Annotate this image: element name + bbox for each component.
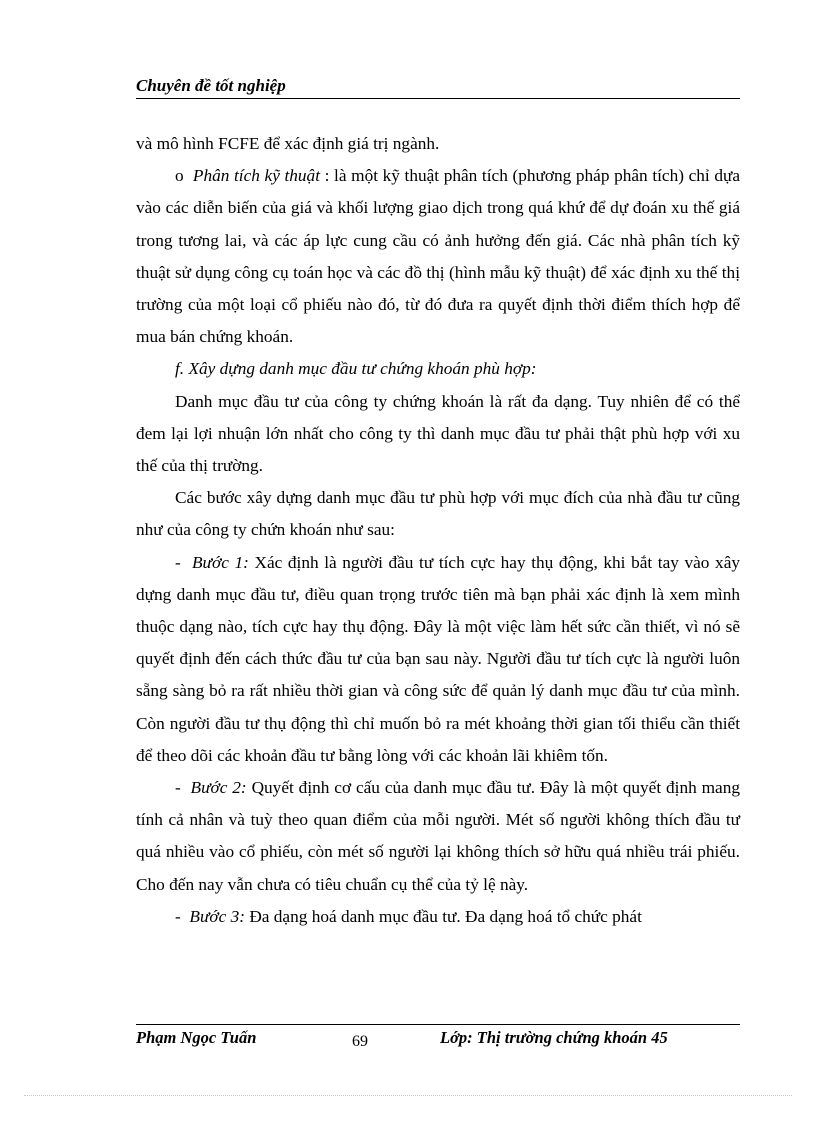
footer-rule [136, 1024, 740, 1025]
step-3 [136, 901, 740, 933]
paragraph-technical-analysis [136, 160, 740, 353]
step-1-dash: - [175, 552, 181, 572]
bullet-marker: o [175, 166, 184, 186]
step-3-dash: - [175, 906, 181, 926]
page-number: 69 [352, 1033, 368, 1050]
step-2-label: Bước 2: [190, 778, 247, 798]
footer-author: Phạm Ngọc Tuấn [136, 1028, 257, 1047]
paragraph-portfolio-diversity: Danh mục đầu tư của công ty chứng khoán là rất đa dạng. Tuy nhiên để có thể đem lại lợi nhuận lớn nhất cho công ty thì danh mục đầu tư phải thật phù hợp với xu thế của thị trường. [136, 391, 740, 476]
header-title: Chuyên đề tốt nghiệp [136, 76, 286, 95]
page-edge-divider [24, 1095, 792, 1096]
step-1-label: Bước 1: [191, 552, 249, 572]
step-1-text: Xác định là người đầu tư tích cực hay thụ động, khi bắt tay vào xây dựng danh mục đầu tư, điều quan trọng trước tiên mà bạn phải xác định là xem mình thuộc dạng nào, tích cực hay thụ động. Đây là một việc làm hết sức cần thiết, vì nó sẽ quyết định đến cách thức đầu tư của bạn sau này. Người đầu tư tích cực là người luôn sẵng sàng bỏ ra rất nhiều thời gian và công sức để quản lý danh mục đầu tư của mình. Còn người đầu tư thụ động thì chỉ muốn bỏ ra mét khoảng thời gian tối thiểu cần thiết để theo dõi các khoản đầu tư bằng lòng với các khoản lãi khiêm tốn. [136, 552, 741, 765]
term-technical-analysis: Phân tích kỹ thuật [192, 166, 321, 186]
paragraph-fcfe: và mô hình FCFE để xác định giá trị ngành. [136, 134, 440, 153]
document-body [136, 128, 740, 933]
step-2-dash: - [175, 778, 181, 798]
paragraph-steps-intro: Các bước xây dựng danh mục đầu tư phù hợp với mục đích của nhà đầu tư cũng như của công ty chứn khoán như sau: [136, 488, 740, 540]
step-2 [136, 772, 740, 901]
footer-class-label: Lớp: Thị trường chứng khoán 45 [440, 1028, 668, 1047]
header-rule [136, 98, 740, 99]
technical-analysis-text: : là một kỹ thuật phân tích (phương pháp phân tích) chỉ dựa vào các diễn biến của giá và khối lượng giao dịch trong quá khứ để dự đoán xu thế giá trong tương lai, và các áp lực cung cầu có ảnh hưởng đến giá. Các nhà phân tích kỹ thuật sử dụng công cụ toán học và các đồ thị (hình mẫu kỹ thuật) để xác định xu thế thị trường của một loại cổ phiếu nào đó, từ đó đưa ra quyết định thời điểm thích hợp để mua bán chứng khoán. [136, 166, 741, 347]
section-heading-f: f. Xây dựng danh mục đầu tư chứng khoán phù hợp: [175, 359, 537, 379]
step-3-text: Đa dạng hoá danh mục đầu tư. Đa dạng hoá tổ chức phát [245, 906, 642, 926]
step-1 [136, 547, 740, 772]
step-3-label: Bước 3: [189, 906, 245, 926]
step-2-text: Quyết định cơ cấu của danh mục đầu tư. Đây là một quyết định mang tính cả nhân và tuỳ theo quan điểm của mỗi người. Mét số người không thích đầu tư quá nhiều vào cổ phiếu, còn mét số người lại không thích sở hữu quá nhiều trái phiếu. Cho đến nay vẫn chưa có tiêu chuẩn cụ thể của tỷ lệ này. [136, 778, 741, 894]
